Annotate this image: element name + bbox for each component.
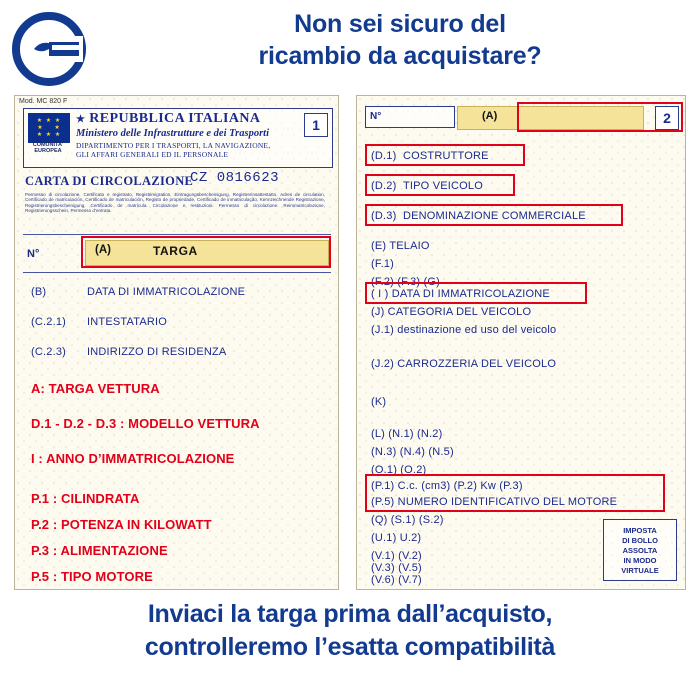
page-number-1: 1 [304,113,328,137]
field-c23: (C.2.3) INDIRIZZO DI RESIDENZA [31,346,227,358]
plate-value: TARGA [153,244,198,258]
field-p1-p2-p3: (P.1) C.c. (cm3) (P.2) Kw (P.3) [371,480,523,492]
field-f2-f3-g: (F.2) (F.3) (G) [371,276,440,288]
field-j2: (J.2) CARROZZERIA DEL VEICOLO [371,358,557,370]
ministry-subtitle: DIPARTIMENTO PER I TRASPORTI, LA NAVIGAZIONE, GLI AFFARI GENERALI ED IL PERSONALE [76,141,271,159]
field-d3: (D.3) DENOMINAZIONE COMMERCIALE [371,210,586,222]
divider [23,234,331,235]
headline-line-1: Non sei sicuro del [294,10,506,38]
highlight-i [365,282,587,304]
highlight-d2 [365,174,515,196]
field-v6-v7: (V.6) (V.7) [371,574,422,586]
republic-title: ★ REPUBBLICA ITALIANA [76,111,261,126]
document-type-title: CARTA DI CIRCOLAZIONE [25,174,194,188]
field-f1: (F.1) [371,258,394,270]
legend-item-3: P.1 : CILINDRATA [31,491,140,506]
document-page-1 [14,95,339,590]
field-n3-n4-n5: (N.3) (N.4) (N.5) [371,446,454,458]
field-v1-v2: (V.1) (V.2) [371,550,422,562]
legend-item-6: P.5 : TIPO MOTORE [31,569,153,584]
field-e: (E) TELAIO [371,240,430,252]
stamp-box: IMPOSTA DI BOLLO ASSOLTA IN MODO VIRTUALE [603,519,677,581]
field-d1: (D.1) COSTRUTTORE [371,150,489,162]
header [0,0,700,100]
page-title [120,8,680,72]
right-n-label: N° [365,106,455,128]
document-page-2 [356,95,686,590]
fineprint-text: Permesso di circolazione, Certificato e registrato, Registrimigration, Eintragungsbescheinigung, Registrerinsattestatto. Adres de circulation, Certificado de matriculación, Certificado de matriculación, Registo de propriedade, Certificado de inmatriculação, Kennzeichnende Registrazione, Registrierungsbescheinigung, Certificado de matrícula. Circolazione e restituzioni. Permesso di circolazione. Reimmatricolazione, Registrierungsschein, Permesso d’entrata. [25,192,325,214]
headline-line-2: ricambio da acquistare? [258,42,542,70]
legend-item-2: I : ANNO D’IMMATRICOLAZIONE [31,451,235,466]
company-logo [12,12,86,86]
mod-label: Mod. MC 820 F [19,98,68,105]
field-o1-o2: (O.1) (O.2) [371,464,427,476]
field-i: ( I ) DATA DI IMMATRICOLAZIONE [371,288,550,300]
legend-item-4: P.2 : POTENZA IN KILOWATT [31,517,212,532]
legend-item-1: D.1 - D.2 - D.3 : MODELLO VETTURA [31,416,260,431]
field-k: (K) [371,396,387,408]
plate-n-label: N° [27,248,40,260]
field-c21: (C.2.1) INTESTATARIO [31,316,168,328]
highlight-right-header [517,102,683,132]
document-number: CZ 0816623 [190,170,280,186]
field-l-n1-n2: (L) (N.1) (N.2) [371,428,443,440]
field-q-s1-s2: (Q) (S.1) (S.2) [371,514,444,526]
highlight-engine [365,474,665,512]
footer-cta [0,598,700,663]
footer-line-1: Inviaci la targa prima dall’acquisto, [147,600,553,628]
highlight-d3 [365,204,623,226]
footer-line-2: controlleremo l’esatta compatibilità [144,632,556,661]
highlight-d1 [365,144,525,166]
right-plate-code: (A) [482,110,498,122]
field-j1: (J.1) destinazione ed uso del veicolo [371,324,557,336]
ministry-title: Ministero delle Infrastrutture e dei Trasporti [76,128,270,139]
document-header-box [23,108,333,168]
legend-item-0: A: TARGA VETTURA [31,381,160,396]
field-b: (B) DATA DI IMMATRICOLAZIONE [31,286,246,298]
highlight-plate [81,236,331,268]
field-v3-v5: (V.3) (V.5) [371,562,422,574]
eu-flag-caption: COMUNITA' EUROPEA [32,142,64,154]
plate-code: (A) [95,244,111,256]
eu-flag-icon: ★ ★ ★ ★ ★ ★ ★ ★ [28,113,70,143]
legend-item-5: P.3 : ALIMENTAZIONE [31,543,168,558]
field-d2: (D.2) TIPO VEICOLO [371,180,483,192]
divider [23,272,331,273]
field-p5: (P.5) NUMERO IDENTIFICATIVO DEL MOTORE [371,496,618,508]
page-number-2: 2 [655,106,679,130]
field-u1-u2: (U.1) U.2) [371,532,422,544]
field-j: (J) CATEGORIA DEL VEICOLO [371,306,532,318]
